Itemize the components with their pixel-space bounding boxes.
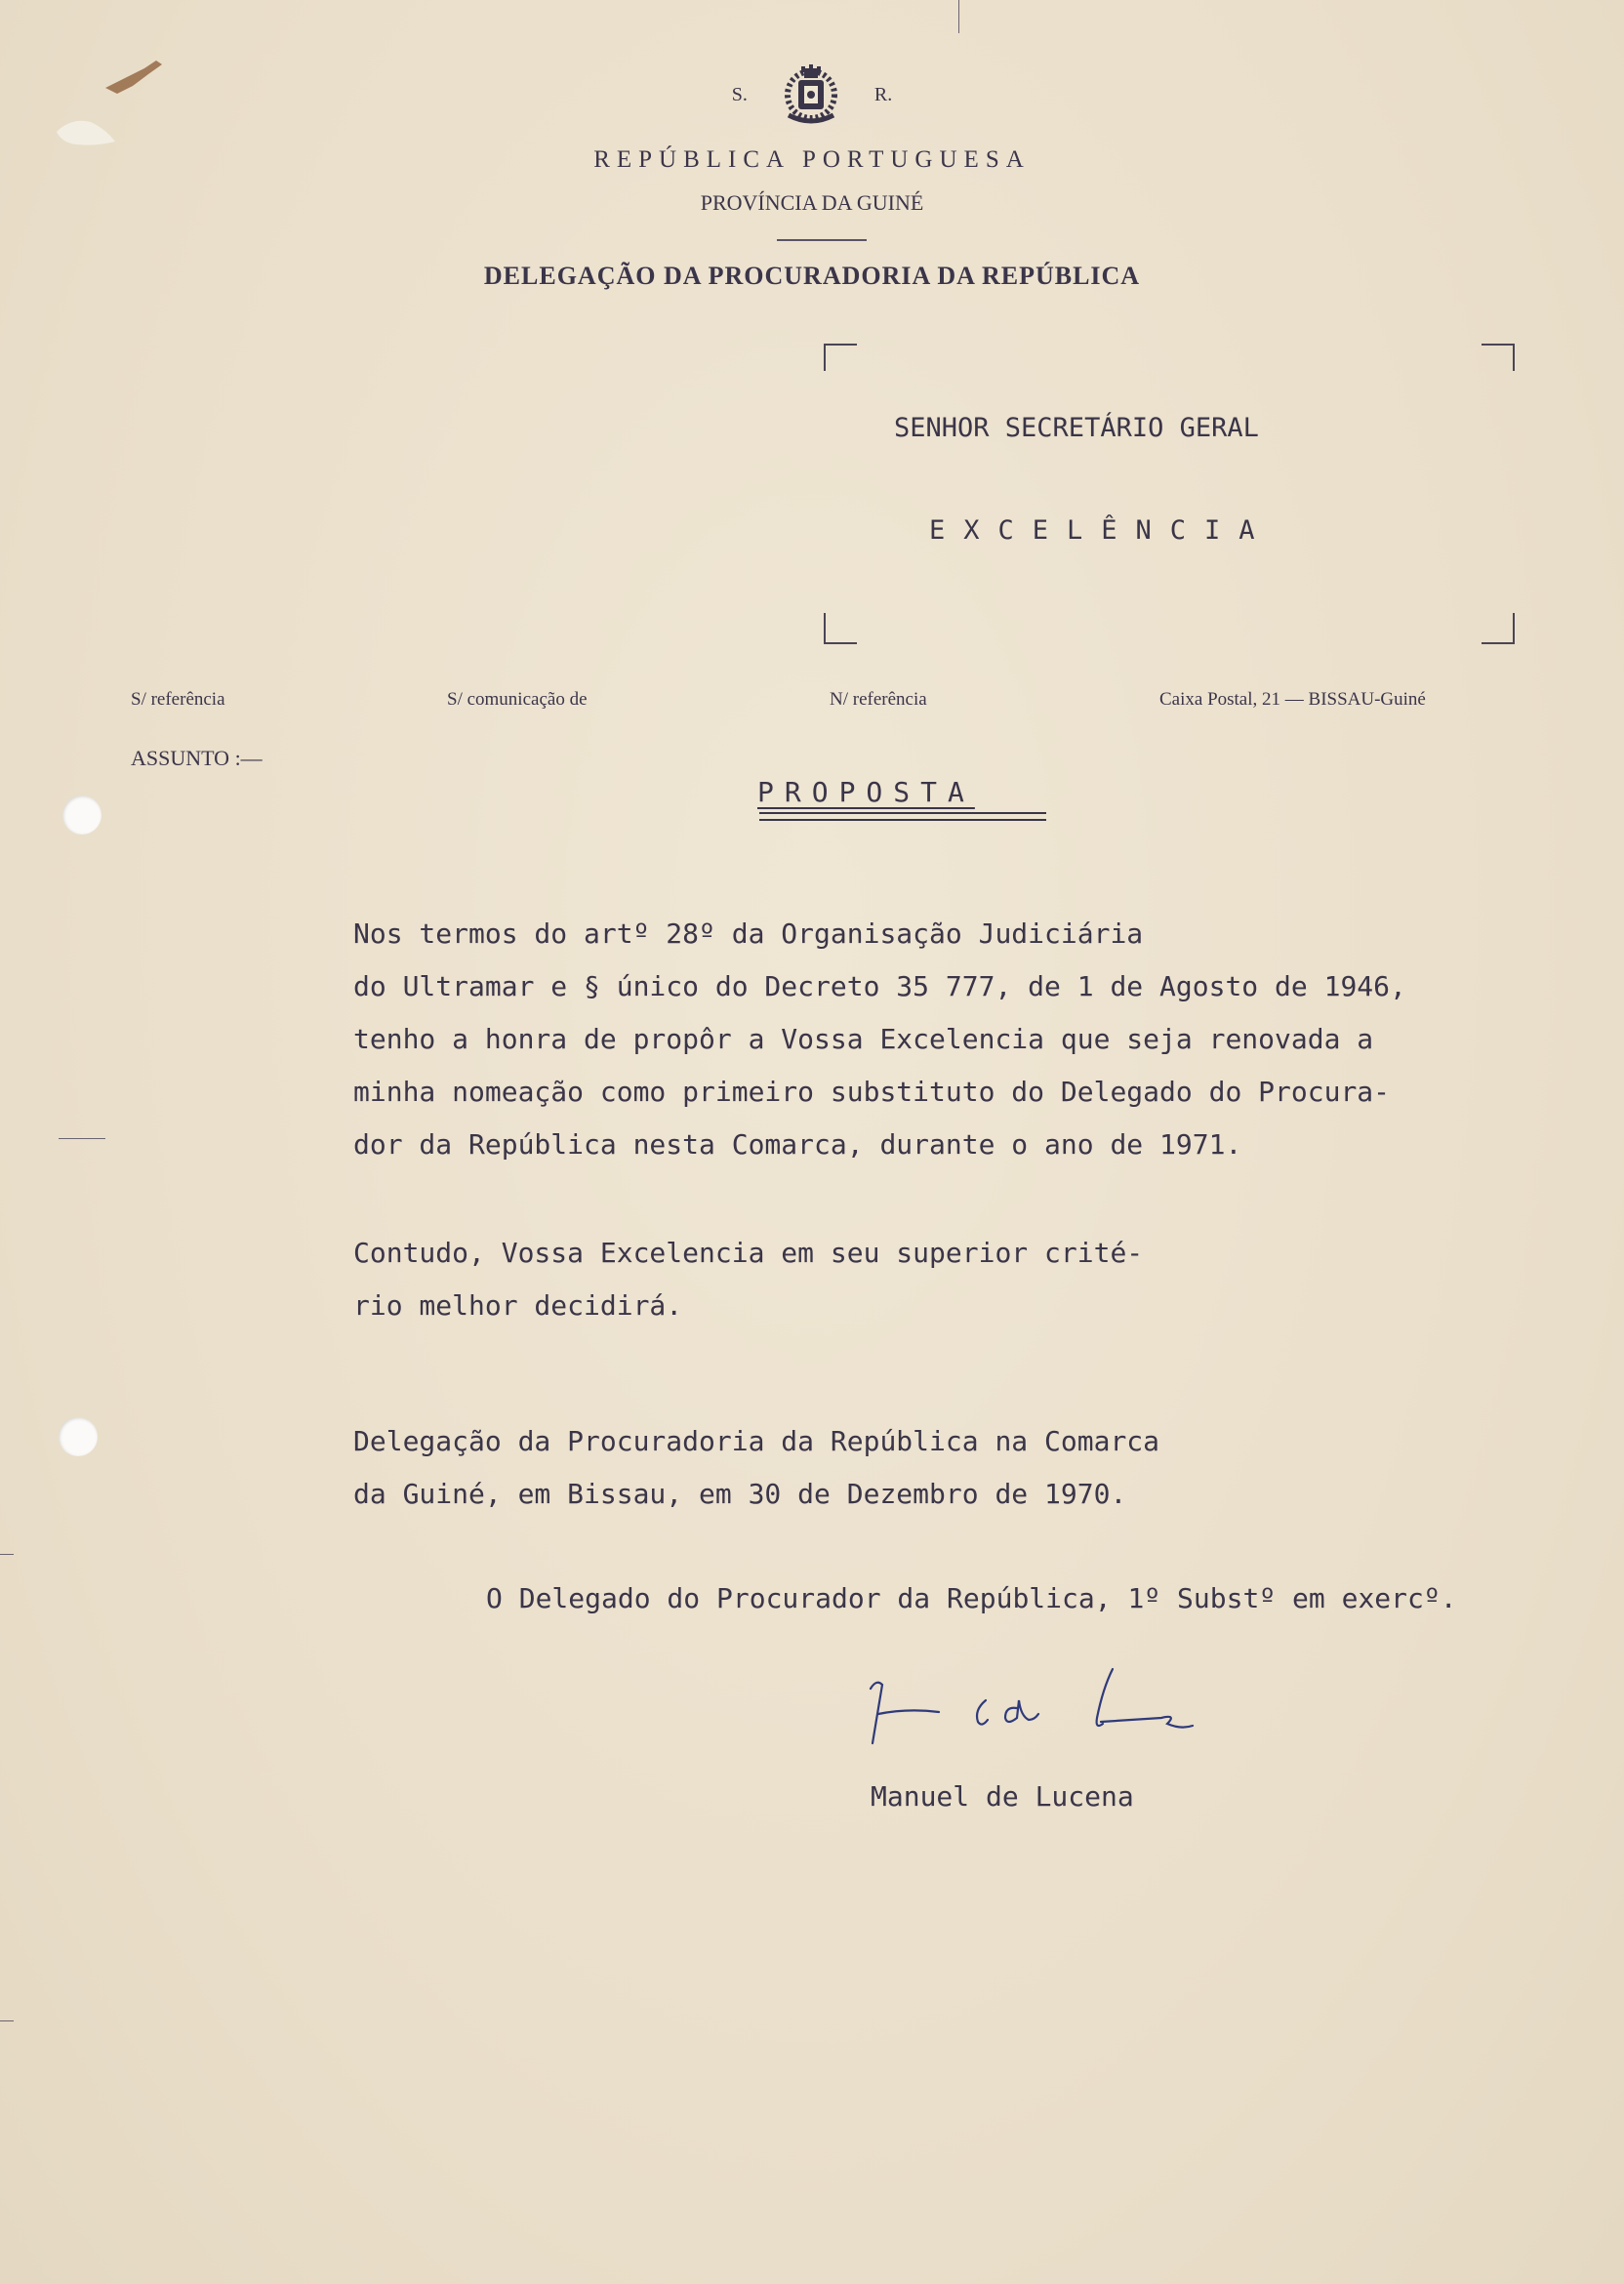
- addressee-title: SENHOR SECRETÁRIO GERAL: [894, 413, 1259, 443]
- handwritten-signature: [859, 1650, 1249, 1767]
- delegation-heading: DELEGAÇÃO DA PROCURADORIA DA REPÚBLICA: [483, 262, 1141, 290]
- our-reference-label: N/ referência: [830, 689, 927, 710]
- subject-label: ASSUNTO :—: [131, 746, 263, 770]
- body-paragraph-3: Delegação da Procuradoria da República na Comarca da Guiné, em Bissau, em 30 de Dezembro de 1970.: [353, 1425, 1160, 1510]
- address-corner-bottom-right: [1482, 613, 1515, 644]
- address-corner-bottom-left: [824, 613, 857, 644]
- header-divider: [777, 239, 867, 241]
- body-paragraph-2: Contudo, Vossa Excelencia em seu superior crité- rio melhor decidirá.: [353, 1237, 1144, 1322]
- margin-tick-1: [0, 1554, 14, 1555]
- your-reference-label: S/ referência: [131, 689, 225, 710]
- top-edge-mark: [958, 0, 959, 33]
- margin-tick-2: [0, 2020, 14, 2021]
- address-corner-top-left: [824, 344, 857, 371]
- seal-letter-s: S.: [731, 83, 748, 105]
- address-corner-top-right: [1482, 344, 1515, 371]
- seal-letter-r: R.: [873, 83, 893, 105]
- coat-of-arms-icon: [775, 59, 847, 131]
- margin-fold-mark: [59, 1138, 105, 1139]
- your-communication-label: S/ comunicação de: [447, 689, 588, 710]
- closing-line: O Delegado do Procurador da República, 1º Substº em exercº.: [486, 1582, 1457, 1614]
- postal-box-label: Caixa Postal, 21 — BISSAU-Guiné: [1159, 689, 1426, 710]
- punch-hole-upper: [62, 795, 102, 835]
- signer-name: Manuel de Lucena: [871, 1780, 1134, 1813]
- body-paragraph-1: Nos termos do artº 28º da Organisação Judiciária do Ultramar e § único do Decreto 35 777, de 1 de Agosto de 1946, tenho a honra de propôr a Vossa Excelencia que seja renovada a minha nomeação como primeiro substituto do Delegado do Procura- dor da República nesta Comarca, durante o ano de 1971.: [353, 918, 1406, 1161]
- punch-hole-lower: [59, 1417, 98, 1456]
- addressee-honorific: EXCELÊNCIA: [929, 515, 1274, 546]
- document-title: PROPOSTA: [757, 776, 975, 808]
- seal-row: [0, 59, 1624, 131]
- republic-heading: REPÚBLICA PORTUGUESA: [593, 146, 1031, 173]
- province-heading: PROVÍNCIA DA GUINÉ: [700, 190, 924, 215]
- title-double-underline: [759, 812, 1046, 821]
